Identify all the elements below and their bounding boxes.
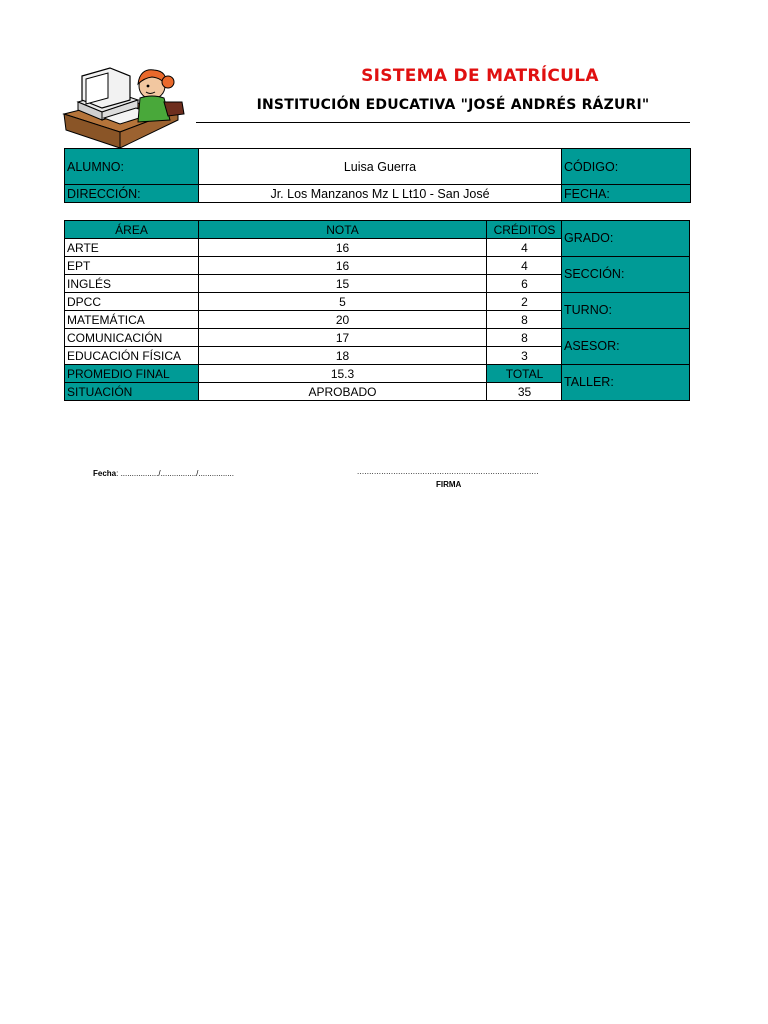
alumno-label: ALUMNO:	[65, 149, 199, 185]
nota-cell: 5	[199, 293, 487, 311]
institution-name: INSTITUCIÓN EDUCATIVA "JOSÉ ANDRÉS RÁZURI"	[256, 97, 650, 113]
student-row	[65, 149, 691, 185]
nota-cell: 16	[199, 257, 487, 275]
direccion-label: DIRECCIÓN:	[65, 185, 199, 203]
table-row	[65, 329, 563, 347]
enrollment-details-table	[561, 220, 690, 401]
total-label: TOTAL	[487, 365, 563, 383]
direccion-value: Jr. Los Manzanos Mz L Lt10 - San José	[199, 185, 562, 203]
area-cell: MATEMÁTICA	[65, 311, 199, 329]
grado-label: GRADO:	[562, 221, 690, 257]
total-value: 35	[487, 383, 563, 401]
nota-cell: 18	[199, 347, 487, 365]
seccion-label: SECCIÓN:	[562, 257, 690, 293]
firma-label: FIRMA	[436, 480, 462, 489]
signature-line: ...........................................................................	[357, 467, 539, 476]
creditos-cell: 6	[487, 275, 563, 293]
taller-label: TALLER:	[562, 365, 690, 401]
fecha-blank: : ................./................/................	[116, 469, 234, 478]
asesor-label: ASESOR:	[562, 329, 690, 365]
situacion-row	[65, 383, 563, 401]
creditos-cell: 3	[487, 347, 563, 365]
promedio-row	[65, 365, 563, 383]
creditos-cell: 4	[487, 257, 563, 275]
student-at-computer-icon	[60, 62, 190, 150]
table-row	[65, 311, 563, 329]
turno-label: TURNO:	[562, 293, 690, 329]
page-title: SISTEMA DE MATRÍCULA	[361, 66, 599, 86]
area-cell: EDUCACIÓN FÍSICA	[65, 347, 199, 365]
area-cell: DPCC	[65, 293, 199, 311]
area-cell: EPT	[65, 257, 199, 275]
area-cell: INGLÉS	[65, 275, 199, 293]
nota-cell: 20	[199, 311, 487, 329]
fecha-label: FECHA:	[562, 185, 691, 203]
column-header-creditos: CRÉDITOS	[487, 221, 563, 239]
area-cell: COMUNICACIÓN	[65, 329, 199, 347]
creditos-cell: 8	[487, 329, 563, 347]
nota-cell: 16	[199, 239, 487, 257]
student-info-table	[64, 148, 691, 203]
situacion-value: APROBADO	[199, 383, 487, 401]
column-header-nota: NOTA	[199, 221, 487, 239]
promedio-value: 15.3	[199, 365, 487, 383]
table-row	[65, 239, 563, 257]
table-row	[65, 257, 563, 275]
creditos-cell: 2	[487, 293, 563, 311]
codigo-label: CÓDIGO:	[562, 149, 691, 185]
nota-cell: 17	[199, 329, 487, 347]
nota-cell: 15	[199, 275, 487, 293]
alumno-value: Luisa Guerra	[199, 149, 562, 185]
promedio-label: PROMEDIO FINAL	[65, 365, 199, 383]
grades-header-row	[65, 221, 563, 239]
creditos-cell: 8	[487, 311, 563, 329]
table-row	[65, 293, 563, 311]
fecha-footer-label: Fecha	[93, 469, 117, 478]
title-divider	[196, 122, 690, 123]
situacion-label: SITUACIÓN	[65, 383, 199, 401]
table-row	[65, 275, 563, 293]
column-header-area: ÁREA	[65, 221, 199, 239]
date-signature-line	[93, 469, 234, 478]
area-cell: ARTE	[65, 239, 199, 257]
creditos-cell: 4	[487, 239, 563, 257]
grades-table	[64, 220, 563, 401]
address-row	[65, 185, 691, 203]
table-row	[65, 347, 563, 365]
